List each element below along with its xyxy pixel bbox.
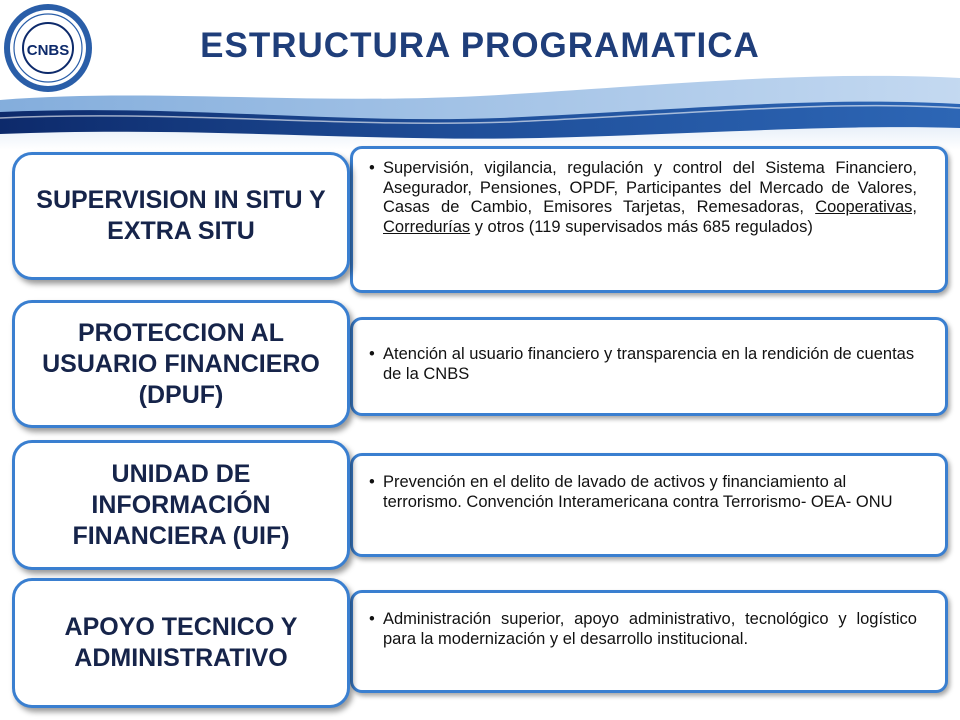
row-4-label: APOYO TECNICO Y ADMINISTRATIVO — [64, 613, 298, 672]
header-wave-background — [0, 0, 960, 150]
row-3-label: UNIDAD DE INFORMACIÓN FINANCIERA (UIF) — [72, 459, 290, 550]
row-1-bullet: • Supervisión, vigilancia, regulación y control del Sistema Financiero, Asegurador, Pensiones, OPDF, Participantes del Mercado de Valores, Casas de Cambio, Emisores Tarjetas, Remesadoras, Cooperativas, Corredurías y otros (119 supervisados más 685 regulados) — [383, 159, 917, 237]
row-3-bullet: • Prevención en el delito de lavado de activos y financiamiento al terrorismo. Convención Interamericana contra Terrorismo- OEA- ONU — [383, 473, 915, 512]
row-1-description-box — [350, 146, 948, 293]
slide-header — [0, 0, 960, 150]
row-4-description-box — [350, 590, 948, 693]
row-3-description-box — [350, 453, 948, 557]
row-2-label-box — [12, 300, 350, 428]
slide-title: ESTRUCTURA PROGRAMATICA — [200, 26, 760, 65]
row-4-bullet: • Administración superior, apoyo administrativo, tecnológico y logístico para la modernización y el desarrollo institucional. — [383, 610, 917, 649]
row-1-label-box — [12, 152, 350, 280]
row-2-label: PROTECCION AL USUARIO FINANCIERO (DPUF) — [42, 318, 320, 409]
row-3-label-box — [12, 440, 350, 570]
logo-text: CNBS — [26, 42, 70, 59]
row-4-label-box — [12, 578, 350, 708]
cnbs-logo — [0, 0, 96, 96]
row-2-description-box — [350, 317, 948, 416]
row-2-bullet: • Atención al usuario financiero y transparencia en la rendición de cuentas de la CNBS — [383, 345, 915, 384]
row-1-label: SUPERVISION IN SITU Y EXTRA SITU — [36, 186, 326, 245]
